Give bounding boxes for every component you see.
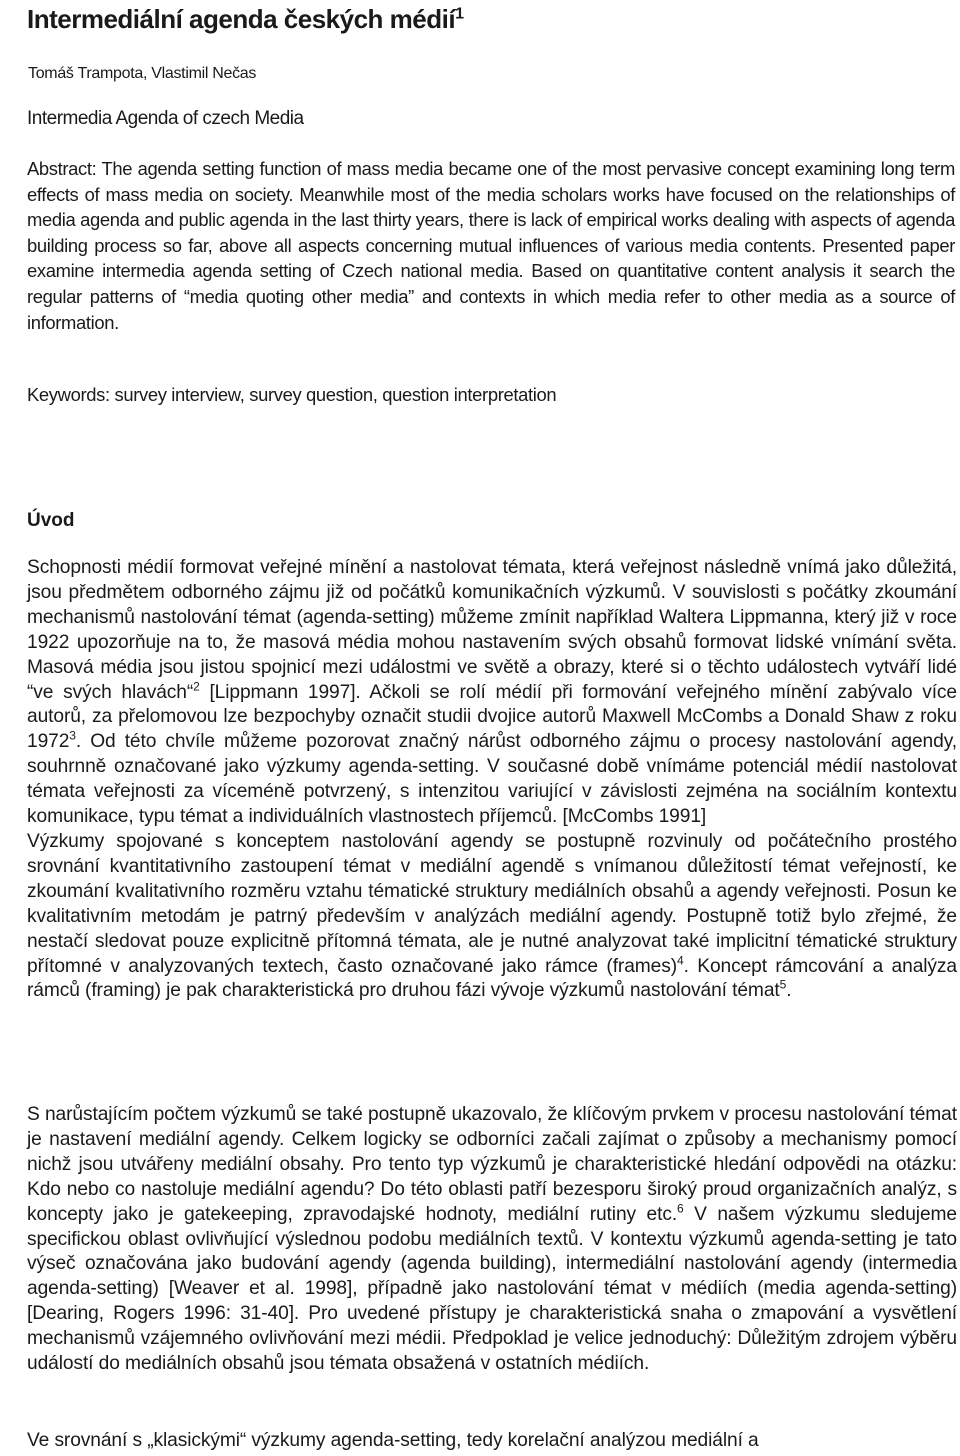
footnote-ref-6[interactable]: 6 [677,1201,684,1216]
footnote-ref-3[interactable]: 3 [69,728,76,743]
paragraph-2 [27,1103,957,1377]
section-heading: Úvod [27,510,75,531]
english-title: Intermedia Agenda of czech Media [27,108,304,129]
paragraph-2-part-1: S narůstajícím počtem výzkumů se také postupně ukazovalo, že klíčovým prvkem v procesu nastolování témat je nastavení mediální agendy. Celkem logicky se odborníci začali zajímat o způsoby a mechanismy pomocí nichž jsou utvářeny mediální obsahy. Pro tento typ výzkumů je charakteristické hledání odpovědi na otázku: Kdo nebo co nastoluje mediální agendu? Do této oblasti patří bezesporu široký proud organizačních analýz, s koncepty jako je gatekeeping, zpravodajské hodnoty, mediální rutiny etc. [27,1104,957,1225]
paper-title [27,4,463,35]
footnote-ref-4[interactable]: 4 [677,953,684,968]
authors: Tomáš Trampota, Vlastimil Nečas [28,65,257,82]
keywords-text: survey interview, survey question, question interpretation [109,384,557,405]
paragraph-1-part-4: Výzkumy spojované s konceptem nastolování agendy se postupně rozvinuly od počátečního prostého srovnání kvantitativního zastoupení témat v mediální agendě s vnímanou důležitostí témat veřejností, ke zkoumání kvalitativního rozměru vztahu tématické struktury mediálních obsahů a agendy veřejnosti. Posun ke kvalitativním metodám je patrný především v analýzách mediální agendy. Postupně totiž bylo zřejmé, že nestačí sledovat pouze explicitně přítomná témata, ale je nutné analyzovat také implicitní tématické struktury přítomné v analyzovaných textech, často označované jako rámce (frames) [27,830,957,977]
abstract-text: The agenda setting function of mass media became one of the most pervasive concept examining long term effects of mass media on society. Meanwhile most of the media scholars works have focused on the relationships of media agenda and public agenda in the last thirty years, there is lack of empirical works dealing with aspects of agenda building process so far, above all aspects concerning mutual influences of various media contents. Presented paper examine intermedia agenda setting of Czech national media. Based on quantitative content analysis it search the regular patterns of “media quoting other media” and contexts in which media refer to other media as a source of information. [27,158,955,333]
paragraph-1 [27,556,957,1004]
keywords [27,384,556,406]
paragraph-2-part-2: V našem výzkumu sledujeme specifickou oblast ovlivňující výslednou podobu mediálních textů. V kontextu výzkumů agenda-setting je tato výseč označována jako budování agendy (agenda building), intermediální nastolování agendy (intermedia agenda-setting) [Weaver et al. 1998], případně jako nastolování témat v médiích (media agenda-setting) [Dearing, Rogers 1996: 31-40]. Pro uvedené přístupy je charakteristická snaha o zmapování a vysvětlení mechanismů vzájemného ovlivňování mezi médii. Předpoklad je velice jednoduchý: Důležitým zdrojem výběru událostí do mediálních obsahů jsou témata obsažená v ostatních médiích. [27,1203,957,1375]
paragraph-1-part-1: Schopnosti médií formovat veřejné mínění a nastolovat témata, která veřejnost následně vnímá jako důležitá, jsou předmětem odborného zájmu již od počátků komunikačních výzkumů. V souvislosti s počátky zkoumání mechanismů nastolování témat (agenda-setting) můžeme zmínit například Waltera Lippmanna, který již v roce 1922 upozorňuje na to, že masová média mohou nastavením svých obsahů formovat lidské vnímání světa. Masová média jsou jistou spojnicí mezi událostmi ve světě a obrazy, které si o těchto událostech vytváří lidé “ve svých hlavách“ [27,557,957,703]
paragraph-1-part-2: [Lippmann 1997]. Ačkoli se rolí médií při formování veřejného mínění zabývalo více autorů, za přelomovou lze bezpochyby označit studii dvojice autorů Maxwell McCombs a Donald Shaw z roku 1972 [27,681,957,753]
abstract [27,156,955,335]
paper-title-text: Intermediální agenda českých médií [27,4,456,34]
paragraph-1-part-6: . [786,980,792,1002]
paragraph-1-part-3: . Od této chvíle můžeme pozorovat značný nárůst odborného zájmu o procesy nastolování agendy, souhrnně označované jako výzkumy agenda-setting. V současné době vnímáme potenciál médií nastolovat témata veřejnosti za víceméně potvrzený, s intenzitou variující v závislosti zejména na sociálním kontextu komunikace, typu témat a individuálních vlastnostech příjemců. [McCombs 1991] [27,731,957,828]
keywords-label: Keywords: [27,384,110,405]
paragraph-1-part-5: . Koncept rámcování a analýza rámců (framing) je pak charakteristická pro druhou fázi vývoje výzkumů nastolování témat [27,955,957,1002]
footnote-ref-2[interactable]: 2 [193,679,200,694]
title-footnote-ref[interactable]: 1 [455,5,464,23]
footnote-ref-5[interactable]: 5 [779,978,787,993]
abstract-label: Abstract: [27,158,97,179]
paragraph-3: Ve srovnání s „klasickými“ výzkumy agenda-setting, tedy korelační analýzou mediální a [27,1430,759,1451]
